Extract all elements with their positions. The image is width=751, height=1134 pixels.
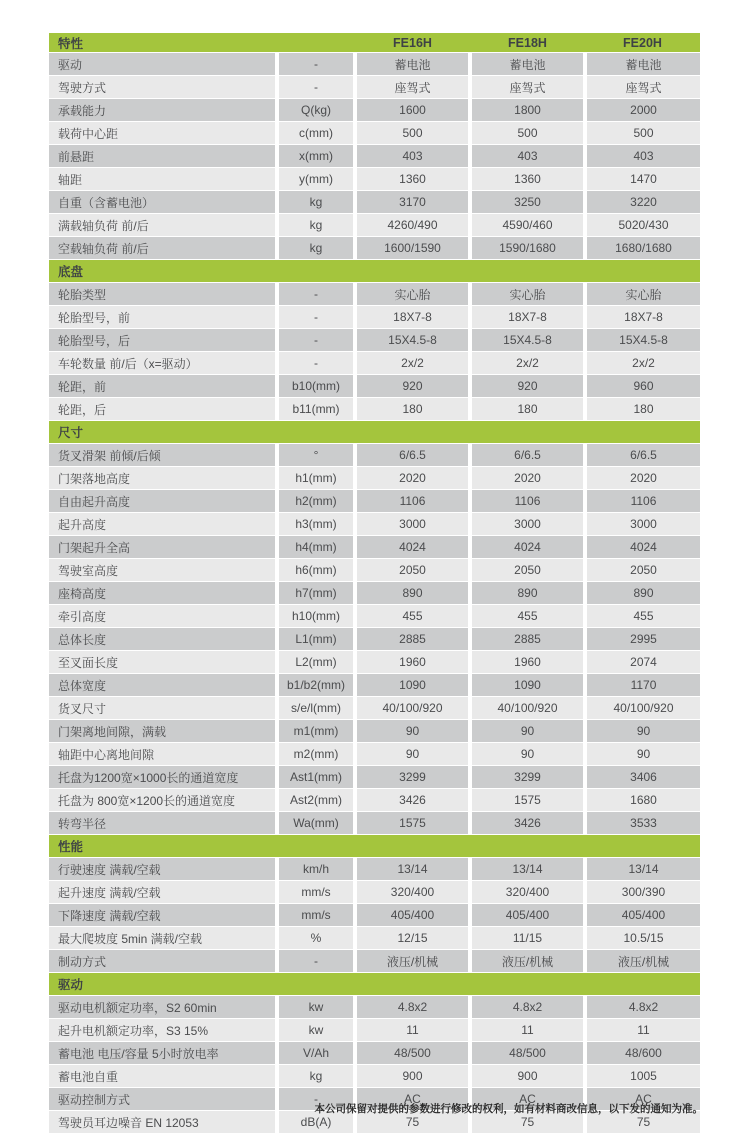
spec-row (49, 329, 700, 352)
spec-table-head (49, 33, 700, 53)
row-label: 起升速度 满载/空载 (49, 881, 277, 904)
row-value-fe16h: 实心胎 (355, 283, 470, 306)
row-label: 转弯半径 (49, 812, 277, 835)
spec-row (49, 927, 700, 950)
row-value-fe16h: 2020 (355, 467, 470, 490)
row-value-fe18h: 座驾式 (470, 76, 585, 99)
row-value-fe20h: 1680 (585, 789, 700, 812)
row-value-fe18h: 455 (470, 605, 585, 628)
row-value-fe18h: 500 (470, 122, 585, 145)
row-value-fe18h: 890 (470, 582, 585, 605)
row-label: 前悬距 (49, 145, 277, 168)
spec-row (49, 996, 700, 1019)
row-value-fe20h: 2074 (585, 651, 700, 674)
row-label: 牵引高度 (49, 605, 277, 628)
row-label: 行驶速度 满载/空载 (49, 858, 277, 881)
spec-row (49, 168, 700, 191)
row-value-fe20h: 3533 (585, 812, 700, 835)
spec-row (49, 812, 700, 835)
row-value-fe18h: AC (470, 1088, 585, 1111)
row-value-fe20h: 液压/机械 (585, 950, 700, 973)
row-value-fe20h: 18X7-8 (585, 306, 700, 329)
row-value-fe16h: 75 (355, 1111, 470, 1134)
row-value-fe20h: 40/100/920 (585, 697, 700, 720)
row-unit: V/Ah (277, 1042, 355, 1065)
row-unit: kw (277, 1019, 355, 1042)
row-value-fe18h: 1575 (470, 789, 585, 812)
row-label: 轮胎型号，前 (49, 306, 277, 329)
spec-row (49, 904, 700, 927)
section-header-row (49, 835, 700, 858)
spec-row (49, 53, 700, 76)
row-value-fe16h: 2050 (355, 559, 470, 582)
row-label: 起升电机额定功率，S3 15% (49, 1019, 277, 1042)
row-label: 座椅高度 (49, 582, 277, 605)
row-unit: x(mm) (277, 145, 355, 168)
row-value-fe16h: 500 (355, 122, 470, 145)
row-label: 蓄电池自重 (49, 1065, 277, 1088)
row-unit: h6(mm) (277, 559, 355, 582)
row-value-fe18h: 2885 (470, 628, 585, 651)
row-unit: h2(mm) (277, 490, 355, 513)
section-title: 底盘 (49, 260, 700, 283)
spec-row (49, 352, 700, 375)
row-unit: s/e/l(mm) (277, 697, 355, 720)
row-value-fe20h: 2x/2 (585, 352, 700, 375)
row-label: 轴距中心离地间隙 (49, 743, 277, 766)
row-value-fe18h: 1360 (470, 168, 585, 191)
row-unit: - (277, 1088, 355, 1111)
row-label: 门架离地间隙，满载 (49, 720, 277, 743)
row-label: 自重（含蓄电池） (49, 191, 277, 214)
row-value-fe18h: 900 (470, 1065, 585, 1088)
row-label: 下降速度 满载/空载 (49, 904, 277, 927)
spec-row (49, 490, 700, 513)
row-label: 自由起升高度 (49, 490, 277, 513)
row-value-fe18h: 1590/1680 (470, 237, 585, 260)
row-unit: kg (277, 191, 355, 214)
row-value-fe18h: 920 (470, 375, 585, 398)
row-value-fe18h: 4024 (470, 536, 585, 559)
row-unit: dB(A) (277, 1111, 355, 1134)
row-unit: h4(mm) (277, 536, 355, 559)
row-label: 轮胎型号，后 (49, 329, 277, 352)
row-value-fe18h: 405/400 (470, 904, 585, 927)
spec-table (49, 33, 700, 1134)
row-value-fe16h: 3426 (355, 789, 470, 812)
row-value-fe20h: 300/390 (585, 881, 700, 904)
row-value-fe18h: 1960 (470, 651, 585, 674)
row-value-fe20h: 90 (585, 720, 700, 743)
row-value-fe18h: 4.8x2 (470, 996, 585, 1019)
spec-row (49, 283, 700, 306)
row-unit: Ast2(mm) (277, 789, 355, 812)
row-unit: km/h (277, 858, 355, 881)
row-value-fe18h: 403 (470, 145, 585, 168)
row-unit: - (277, 329, 355, 352)
section-title: 性能 (49, 835, 700, 858)
row-value-fe18h: 48/500 (470, 1042, 585, 1065)
row-value-fe18h: 18X7-8 (470, 306, 585, 329)
row-value-fe16h: 90 (355, 720, 470, 743)
row-value-fe20h: 2020 (585, 467, 700, 490)
row-value-fe18h: 1800 (470, 99, 585, 122)
row-unit: % (277, 927, 355, 950)
row-value-fe16h: 900 (355, 1065, 470, 1088)
row-unit: mm/s (277, 904, 355, 927)
row-value-fe16h: 18X7-8 (355, 306, 470, 329)
row-label: 驾驶方式 (49, 76, 277, 99)
row-unit: h10(mm) (277, 605, 355, 628)
spec-row (49, 375, 700, 398)
section-title: 尺寸 (49, 421, 700, 444)
row-value-fe20h: 13/14 (585, 858, 700, 881)
row-value-fe18h: 3299 (470, 766, 585, 789)
row-unit: - (277, 53, 355, 76)
row-label: 托盘为1200宽×1000长的通道宽度 (49, 766, 277, 789)
row-value-fe16h: 蓄电池 (355, 53, 470, 76)
row-value-fe18h: 320/400 (470, 881, 585, 904)
spec-row (49, 628, 700, 651)
spec-row (49, 444, 700, 467)
row-unit: kg (277, 1065, 355, 1088)
spec-row (49, 306, 700, 329)
header-model-fe20h: FE20H (585, 33, 700, 53)
row-unit: Q(kg) (277, 99, 355, 122)
row-label: 总体宽度 (49, 674, 277, 697)
spec-row (49, 743, 700, 766)
row-value-fe16h: 48/500 (355, 1042, 470, 1065)
row-unit: y(mm) (277, 168, 355, 191)
row-label: 起升高度 (49, 513, 277, 536)
spec-row (49, 605, 700, 628)
row-unit: kw (277, 996, 355, 1019)
section-header-row (49, 973, 700, 996)
row-unit: - (277, 76, 355, 99)
row-value-fe16h: 3299 (355, 766, 470, 789)
row-value-fe20h: 座驾式 (585, 76, 700, 99)
row-unit: h3(mm) (277, 513, 355, 536)
spec-row (49, 674, 700, 697)
row-value-fe18h: 3250 (470, 191, 585, 214)
row-label: 制动方式 (49, 950, 277, 973)
row-unit: b10(mm) (277, 375, 355, 398)
row-value-fe18h: 2x/2 (470, 352, 585, 375)
spec-row (49, 651, 700, 674)
row-value-fe16h: 890 (355, 582, 470, 605)
row-unit: L1(mm) (277, 628, 355, 651)
row-value-fe16h: 403 (355, 145, 470, 168)
row-unit: Wa(mm) (277, 812, 355, 835)
row-value-fe16h: 1960 (355, 651, 470, 674)
row-value-fe16h: 1090 (355, 674, 470, 697)
row-label: 轮胎类型 (49, 283, 277, 306)
row-value-fe16h: 1600/1590 (355, 237, 470, 260)
row-unit: m1(mm) (277, 720, 355, 743)
row-value-fe18h: 6/6.5 (470, 444, 585, 467)
row-label: 门架落地高度 (49, 467, 277, 490)
row-value-fe20h: 实心胎 (585, 283, 700, 306)
row-unit: ° (277, 444, 355, 467)
row-value-fe20h: 403 (585, 145, 700, 168)
row-unit: b11(mm) (277, 398, 355, 421)
row-value-fe16h: 455 (355, 605, 470, 628)
row-value-fe18h: 90 (470, 720, 585, 743)
row-value-fe20h: 1106 (585, 490, 700, 513)
section-header-row (49, 260, 700, 283)
row-value-fe20h: 11 (585, 1019, 700, 1042)
row-value-fe16h: 3170 (355, 191, 470, 214)
row-unit: m2(mm) (277, 743, 355, 766)
row-value-fe20h: 10.5/15 (585, 927, 700, 950)
row-value-fe16h: 3000 (355, 513, 470, 536)
row-value-fe16h: 4.8x2 (355, 996, 470, 1019)
spec-row (49, 697, 700, 720)
row-label: 载荷中心距 (49, 122, 277, 145)
row-value-fe18h: 90 (470, 743, 585, 766)
row-value-fe18h: 40/100/920 (470, 697, 585, 720)
header-unit-column (277, 33, 355, 53)
row-value-fe18h: 蓄电池 (470, 53, 585, 76)
row-label: 货叉滑架 前倾/后倾 (49, 444, 277, 467)
spec-row (49, 398, 700, 421)
row-value-fe18h: 液压/机械 (470, 950, 585, 973)
row-value-fe20h: 4.8x2 (585, 996, 700, 1019)
spec-row (49, 720, 700, 743)
spec-row (49, 881, 700, 904)
row-unit: c(mm) (277, 122, 355, 145)
row-value-fe16h: 1106 (355, 490, 470, 513)
row-label: 门架起升全高 (49, 536, 277, 559)
row-value-fe18h: 1090 (470, 674, 585, 697)
row-unit: b1/b2(mm) (277, 674, 355, 697)
row-label: 货叉尺寸 (49, 697, 277, 720)
spec-row (49, 214, 700, 237)
row-unit: Ast1(mm) (277, 766, 355, 789)
row-value-fe16h: AC (355, 1088, 470, 1111)
row-value-fe20h: 1170 (585, 674, 700, 697)
row-unit: L2(mm) (277, 651, 355, 674)
row-value-fe16h: 1575 (355, 812, 470, 835)
row-unit: - (277, 283, 355, 306)
row-label: 蓄电池 电压/容量 5小时放电率 (49, 1042, 277, 1065)
header-model-fe18h: FE18H (470, 33, 585, 53)
spec-row (49, 789, 700, 812)
row-value-fe20h: 3220 (585, 191, 700, 214)
row-value-fe18h: 1106 (470, 490, 585, 513)
row-value-fe16h: 2885 (355, 628, 470, 651)
row-unit: mm/s (277, 881, 355, 904)
section-title: 驱动 (49, 973, 700, 996)
spec-row (49, 467, 700, 490)
row-value-fe18h: 11 (470, 1019, 585, 1042)
row-label: 总体长度 (49, 628, 277, 651)
row-value-fe20h: 3406 (585, 766, 700, 789)
row-value-fe20h: 1680/1680 (585, 237, 700, 260)
spec-row (49, 76, 700, 99)
row-value-fe20h: 2995 (585, 628, 700, 651)
spec-table-body (49, 53, 700, 1134)
row-label: 承载能力 (49, 99, 277, 122)
row-label: 驾驶员耳边噪音 EN 12053 (49, 1111, 277, 1134)
row-value-fe18h: 75 (470, 1111, 585, 1134)
row-unit: - (277, 306, 355, 329)
row-value-fe16h: 1360 (355, 168, 470, 191)
row-unit: kg (277, 214, 355, 237)
row-value-fe16h: 4024 (355, 536, 470, 559)
row-value-fe16h: 320/400 (355, 881, 470, 904)
row-value-fe20h: 5020/430 (585, 214, 700, 237)
row-value-fe18h: 13/14 (470, 858, 585, 881)
row-unit: - (277, 352, 355, 375)
header-feature-label: 特性 (49, 33, 277, 53)
row-value-fe18h: 180 (470, 398, 585, 421)
row-value-fe20h: 75 (585, 1111, 700, 1134)
spec-row (49, 122, 700, 145)
spec-row (49, 559, 700, 582)
row-unit: h7(mm) (277, 582, 355, 605)
row-value-fe16h: 2x/2 (355, 352, 470, 375)
row-label: 空载轴负荷 前/后 (49, 237, 277, 260)
row-value-fe20h: 90 (585, 743, 700, 766)
row-value-fe18h: 3426 (470, 812, 585, 835)
spec-row (49, 858, 700, 881)
row-value-fe20h: 2000 (585, 99, 700, 122)
row-value-fe18h: 2050 (470, 559, 585, 582)
row-label: 驱动电机额定功率，S2 60min (49, 996, 277, 1019)
row-value-fe16h: 座驾式 (355, 76, 470, 99)
row-unit: - (277, 950, 355, 973)
row-value-fe16h: 15X4.5-8 (355, 329, 470, 352)
row-value-fe16h: 4260/490 (355, 214, 470, 237)
row-label: 最大爬坡度 5min 满载/空载 (49, 927, 277, 950)
row-value-fe20h: 15X4.5-8 (585, 329, 700, 352)
row-value-fe18h: 4590/460 (470, 214, 585, 237)
spec-row (49, 1019, 700, 1042)
spec-row (49, 191, 700, 214)
spec-row (49, 1042, 700, 1065)
row-label: 驾驶室高度 (49, 559, 277, 582)
row-value-fe20h: AC (585, 1088, 700, 1111)
row-label: 驱动控制方式 (49, 1088, 277, 1111)
spec-row (49, 766, 700, 789)
row-value-fe16h: 920 (355, 375, 470, 398)
row-value-fe20h: 405/400 (585, 904, 700, 927)
spec-row (49, 237, 700, 260)
row-value-fe20h: 1005 (585, 1065, 700, 1088)
footer-disclaimer: 本公司保留对提供的参数进行修改的权利，如有材料商改信息，以下发的通知为准。 (314, 1103, 703, 1115)
row-value-fe16h: 13/14 (355, 858, 470, 881)
row-unit: kg (277, 237, 355, 260)
row-value-fe16h: 11 (355, 1019, 470, 1042)
row-value-fe20h: 蓄电池 (585, 53, 700, 76)
spec-row (49, 513, 700, 536)
row-value-fe20h: 500 (585, 122, 700, 145)
row-label: 至叉面长度 (49, 651, 277, 674)
row-value-fe16h: 90 (355, 743, 470, 766)
spec-row (49, 99, 700, 122)
row-value-fe18h: 3000 (470, 513, 585, 536)
row-value-fe20h: 960 (585, 375, 700, 398)
spec-row (49, 950, 700, 973)
row-value-fe18h: 2020 (470, 467, 585, 490)
spec-row (49, 145, 700, 168)
row-value-fe16h: 6/6.5 (355, 444, 470, 467)
row-label: 托盘为 800宽×1200长的通道宽度 (49, 789, 277, 812)
row-value-fe20h: 6/6.5 (585, 444, 700, 467)
row-unit: h1(mm) (277, 467, 355, 490)
row-value-fe20h: 890 (585, 582, 700, 605)
row-value-fe18h: 15X4.5-8 (470, 329, 585, 352)
spec-row (49, 582, 700, 605)
section-header-row (49, 421, 700, 444)
spec-row (49, 1065, 700, 1088)
row-value-fe20h: 3000 (585, 513, 700, 536)
row-value-fe20h: 48/600 (585, 1042, 700, 1065)
row-value-fe20h: 1470 (585, 168, 700, 191)
header-model-fe16h: FE16H (355, 33, 470, 53)
row-label: 车轮数量 前/后（x=驱动） (49, 352, 277, 375)
row-value-fe20h: 2050 (585, 559, 700, 582)
row-value-fe16h: 液压/机械 (355, 950, 470, 973)
row-label: 驱动 (49, 53, 277, 76)
row-value-fe20h: 455 (585, 605, 700, 628)
row-label: 轴距 (49, 168, 277, 191)
row-label: 轮距，后 (49, 398, 277, 421)
row-value-fe16h: 12/15 (355, 927, 470, 950)
spec-row (49, 536, 700, 559)
row-value-fe16h: 180 (355, 398, 470, 421)
row-label: 轮距，前 (49, 375, 277, 398)
row-label: 满载轴负荷 前/后 (49, 214, 277, 237)
row-value-fe16h: 40/100/920 (355, 697, 470, 720)
row-value-fe16h: 405/400 (355, 904, 470, 927)
row-value-fe20h: 180 (585, 398, 700, 421)
row-value-fe16h: 1600 (355, 99, 470, 122)
row-value-fe18h: 实心胎 (470, 283, 585, 306)
row-value-fe20h: 4024 (585, 536, 700, 559)
header-row (49, 33, 700, 53)
row-value-fe18h: 11/15 (470, 927, 585, 950)
